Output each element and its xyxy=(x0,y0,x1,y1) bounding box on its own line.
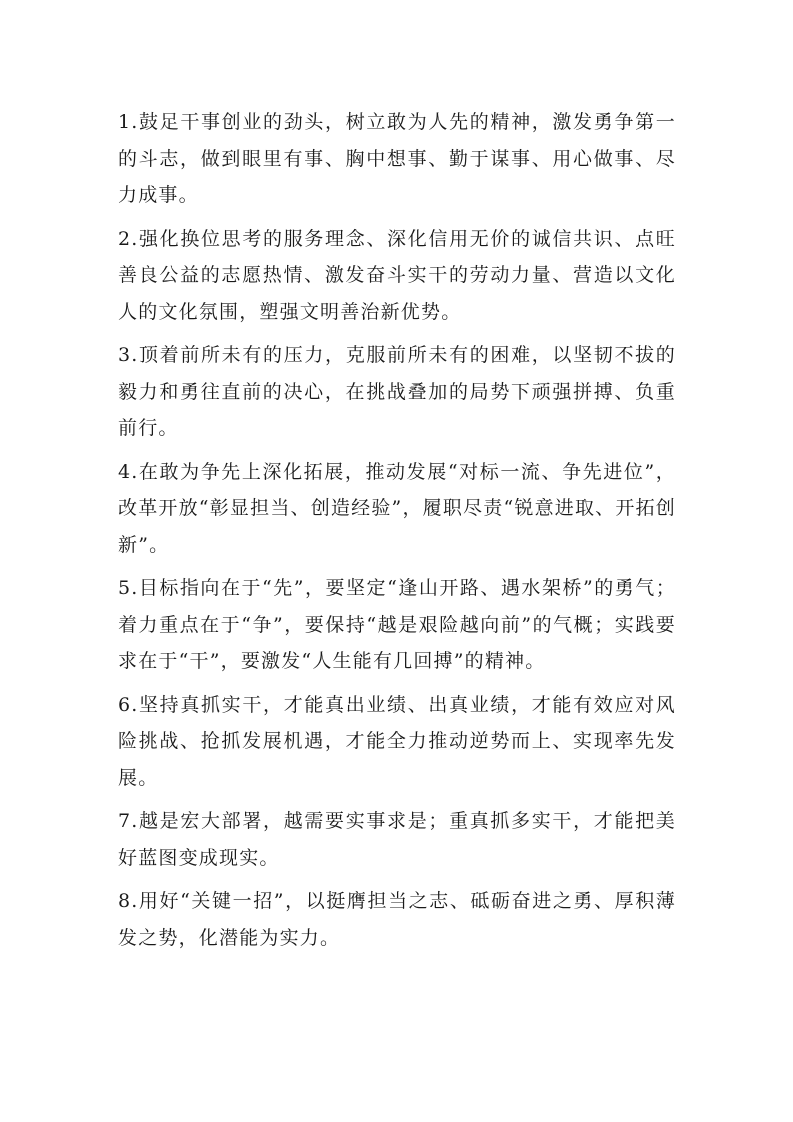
paragraph-2: 2.强化换位思考的服务理念、深化信用无价的诚信共识、点旺善良公益的志愿热情、激发奋斗实干的劳动力量、营造以文化人的文化氛围，塑强文明善治新优势。 xyxy=(118,227,676,323)
paragraph-5: 5.目标指向在于“先”，要坚定“逢山开路、遇水架桥”的勇气；着力重点在于“争”，要保持“越是艰险越向前”的气概；实践要求在于“干”，要激发“人生能有几回搏”的精神。 xyxy=(118,577,676,672)
paragraph-1: 1.鼓足干事创业的劲头，树立敢为人先的精神，激发勇争第一的斗志，做到眼里有事、胸中想事、勤于谋事、用心做事、尽力成事。 xyxy=(118,111,676,206)
paragraph-8: 8.用好“关键一招”，以挺膺担当之志、砥砺奋进之勇、厚积薄发之势，化潜能为实力。 xyxy=(118,890,676,949)
document-body xyxy=(118,104,676,963)
paragraph-6: 6.坚持真抓实干，才能真出业绩、出真业绩，才能有效应对风险挑战、抢抓发展机遇，才能全力推动逆势而上、实现率先发展。 xyxy=(118,693,676,789)
paragraph-3: 3.顶着前所未有的压力，克服前所未有的困难，以坚韧不拔的毅力和勇往直前的决心，在挑战叠加的局势下顽强拼搏、负重前行。 xyxy=(118,344,676,439)
paragraph-4: 4.在敢为争先上深化拓展，推动发展“对标一流、争先进位”，改革开放“彰显担当、创造经验”，履职尽责“锐意进取、开拓创新”。 xyxy=(118,460,676,556)
paragraph-7: 7.越是宏大部署，越需要实事求是；重真抓多实干，才能把美好蓝图变成现实。 xyxy=(118,810,676,869)
